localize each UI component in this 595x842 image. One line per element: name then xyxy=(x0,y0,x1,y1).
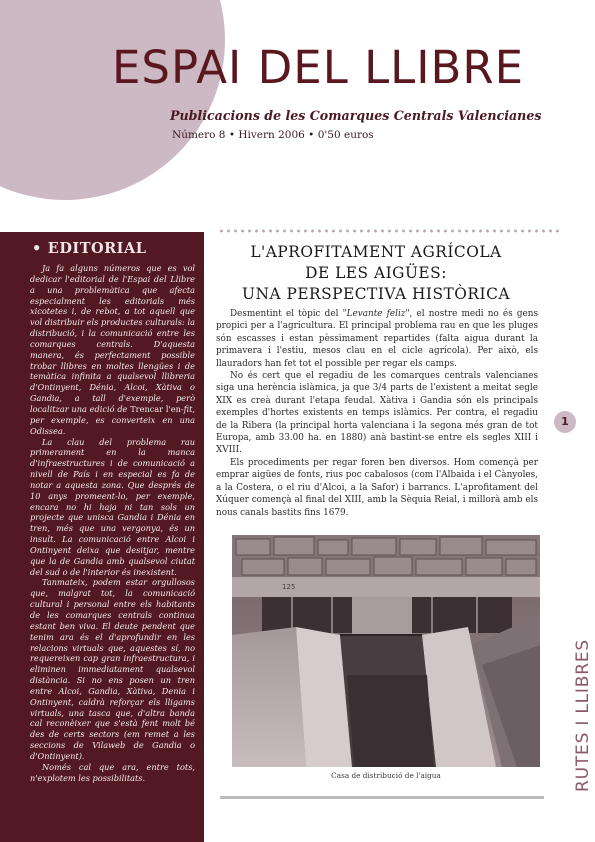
article-photo xyxy=(232,535,540,767)
editorial-body xyxy=(30,263,195,784)
article-title-line: UNA PERSPECTIVA HISTÒRICA xyxy=(242,285,510,303)
page-number-badge: 1 xyxy=(554,411,576,433)
editorial-heading-text: EDITORIAL xyxy=(47,240,147,257)
article-body xyxy=(216,308,538,519)
quoted-phrase: "Levante feliz" xyxy=(342,309,410,319)
article-title xyxy=(216,242,536,305)
dotted-divider xyxy=(218,229,561,233)
photo-caption: Casa de distribució de l'aigua xyxy=(331,771,441,780)
article-title-line: L'APROFITAMENT AGRÍCOLA xyxy=(250,243,502,261)
decorative-circle xyxy=(0,0,225,200)
section-label-vertical: RUTES I LLIBRES xyxy=(573,639,593,792)
editorial-paragraph: La clau del problema rau primerament en la manca d'infraestructures i de comunicació a nivell de País i en especial es fa de notar a aquesta zona. Que després de 10 anys promeent-lo, per exemple, encara no hi haja ni tan sols un projecte que unisca Gandia i Dénia en tren, més que una vergonya, és un insult. La comunicació entre Alcoi i Ontinyent deixa que desitjar, mentre que la de Gandia amb qualsevol ciutat del sud o de l'interior és inexistent. xyxy=(30,436,195,577)
editorial-paragraph: Tanmateix, podem estar orgullosos que, malgrat tot, la comunicació cultural i personal entre els habitants de les comarques centrals continua estant ben viva. El deute pendent que tenim ara és el d'aprofundir en les relacions virtuals que, aquestes sí, no requereixen cap gran infraestructura, i eliminen immediatament qualsevol distància. Si no ens posen un tren entre Alcoi, Gandia, Xàtiva, Denia i Ontinyent, caldrà reforçar els lligams virtuals, una tasca que, d'altra banda cal reconèixer que s'està fent molt bé des de certs sectors (em remet a les seccions de Vilaweb de Gandia o d'Ontinyent). xyxy=(30,577,195,761)
water-distribution-house-image xyxy=(232,535,540,767)
article-paragraph: Desmentint el tòpic del "Levante feliz", el nostre medi no és gens propici per a l'agricultura. El principal problema rau en que les pluges són escasses i estan pèssimament repartides (falta aigua durant la primavera i l'estiu, mesos clau en el cicle agrícola). Per això, els llauradors han fet tot el possible per regar els camps. xyxy=(216,309,538,369)
issue-info: Número 8 • Hivern 2006 • 0'50 euros xyxy=(172,129,374,141)
bottom-rule xyxy=(220,796,544,799)
stone-number: 125 xyxy=(282,583,296,591)
book-title: Trencar l'en- xyxy=(130,403,184,414)
masthead-subtitle: Publicacions de les Comarques Centrals Valencianes xyxy=(170,108,542,123)
article-paragraph: No és cert que el regadiu de les comarques centrals valencianes siga una herència islàmica, ja que 3/4 parts de l'existent a meitat segle XIX es creà durant l'etapa feudal. Xàtiva i Gandia són els principals exemples d'hortes existents en temps islàmics. Per contra, el regadiu de la Ribera (la principal horta valenciana i la segona més gran de tot Europa, amb 33.00 ha. en 1880) anà bastint-se entre els segles XIII i XVIII. xyxy=(216,371,538,456)
article-title-line: DE LES AIGÜES: xyxy=(305,264,447,282)
article-paragraph: Els procediments per regar foren ben diversos. Hom començà per emprar aigües de fonts, rius poc cabalosos (com l'Albaida i el Cànyoles, a la Costera, o el riu d'Alcoi, a la Safor) i barrancs. L'aprofitament del Xúquer començà al final del XIII, amb la Sèquia Reial, i millorà amb els nous canals bastits fins 1679. xyxy=(216,457,538,518)
masthead-title: ESPAI DEL LLIBRE xyxy=(112,41,525,94)
editorial-paragraph: Només cal que ara, entre tots, n'explotem les possibilitats. xyxy=(30,761,195,783)
bullet-icon: • xyxy=(32,240,42,257)
editorial-paragraph: Ja fa alguns números que es vol dedicar l'editorial de l'Espai del Llibre a una problemàtica que afecta especialment les editorials més xicotetes i, de rebot, a tot aquell que vol distribuir els productes culturals: la distribució, i la comunicació entre les comarques centrals. D'aquesta manera, és perfectament possible trobar llibres en moltes llengües i de temàtica infinita a qualsevol llibreria d'Ontinyent, Dénia, Alcoi, Xàtiva o Gandia, a tall d'exemple, però localitzar una edició de Trencar l'en-fit, per exemple, es converteix en una Odissea. xyxy=(30,263,196,436)
editorial-heading xyxy=(32,240,146,257)
